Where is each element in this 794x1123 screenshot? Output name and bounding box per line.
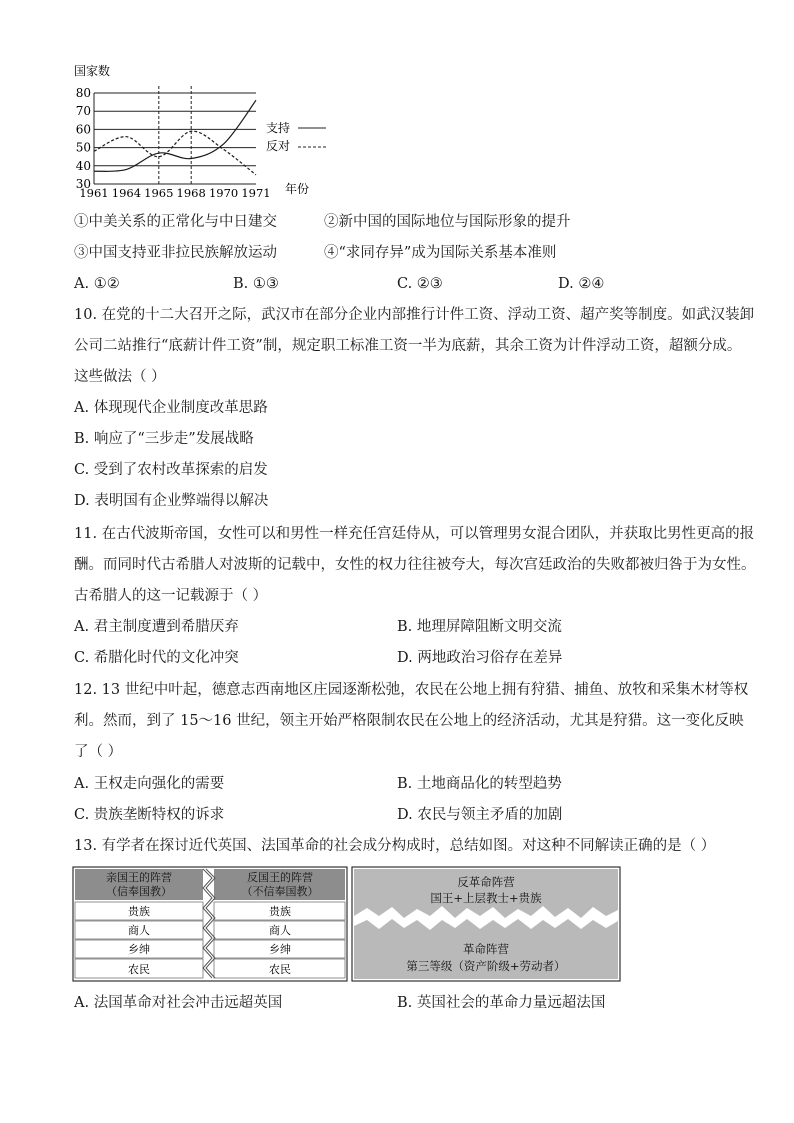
chart-legend <box>266 120 326 153</box>
q11-option-d[interactable]: D. 两地政治习俗存在差异 <box>397 650 563 666</box>
chart-vertical-reference-lines <box>159 86 191 184</box>
left-row-merchants: 商人 <box>128 924 150 937</box>
chart-x-axis-label: 年份 <box>285 182 310 196</box>
right-row-gentry: 乡绅 <box>269 943 291 956</box>
q11-option-b[interactable]: B. 地理屏障阻断文明交流 <box>397 619 562 635</box>
q9-item-3: ③中国支持亚非拉民族解放运动 <box>74 245 277 261</box>
q10-stem-line-3: 这些做法（ ） <box>74 369 166 385</box>
q13-england-figure <box>72 866 348 982</box>
chart-y-axis-label: 国家数 <box>74 64 111 78</box>
q13-option-b[interactable]: B. 英国社会的革命力量远超法国 <box>397 995 606 1011</box>
x-tick-label: 1961 <box>79 186 109 200</box>
x-tick-label: 1964 <box>111 186 142 200</box>
x-tick-label: 1970 <box>208 186 239 200</box>
y-tick-label: 70 <box>75 104 91 119</box>
q9-option-d[interactable]: D. ②④ <box>558 276 605 292</box>
q10-option-d[interactable]: D. 表明国有企业弊端得以解决 <box>74 493 269 509</box>
q12-stem-line-3: 了（ ） <box>74 744 123 760</box>
right-row-peasants: 农民 <box>269 963 291 976</box>
left-header-line-2: （信奉国教） <box>106 885 172 898</box>
q10-stem-line-2: 公司二站推行“底薪计件工资”制，规定职工标准工资一半为底薪，其余工资为计件浮动工资，超额分成。 <box>74 338 742 354</box>
chart-x-ticks <box>79 186 270 200</box>
y-tick-label: 30 <box>75 177 91 191</box>
q13-stem-line-1: 13. 有学者在探讨近代英国、法国革命的社会成分构成时，总结如图。对这种不同解读正确的是（ ） <box>74 838 716 854</box>
y-tick-label: 40 <box>75 158 91 173</box>
q9-line-chart <box>60 56 350 206</box>
q11-stem-line-3: 古希腊人的这一记载源于（ ） <box>74 588 268 604</box>
right-row-merchants: 商人 <box>269 924 291 937</box>
left-header-line-1: 亲国王的阵营 <box>106 871 172 884</box>
counter-revolution-title: 反革命阵营 <box>457 875 515 889</box>
y-tick-label: 60 <box>75 122 91 137</box>
q13-france-figure <box>351 866 621 982</box>
q9-item-1: ①中美关系的正常化与中日建交 <box>74 214 277 230</box>
revolution-title: 革命阵营 <box>463 942 509 956</box>
q12-option-b[interactable]: B. 土地商品化的转型趋势 <box>397 776 562 792</box>
q12-stem-line-2: 利。然而，到了 15～16 世纪，领主开始严格限制农民在公地上的经济活动，尤其是狩猎。这一变化反映 <box>74 713 744 729</box>
q9-item-2: ②新中国的国际地位与国际形象的提升 <box>324 214 571 230</box>
q11-option-c[interactable]: C. 希腊化时代的文化冲突 <box>74 650 239 666</box>
q10-option-a[interactable]: A. 体现现代企业制度改革思路 <box>74 400 268 416</box>
q11-option-a[interactable]: A. 君主制度遭到希腊厌弃 <box>74 619 239 635</box>
y-tick-label: 50 <box>75 140 91 155</box>
counter-revolution-members: 国王+上层教士+贵族 <box>430 891 542 905</box>
series-line-oppose <box>94 131 256 175</box>
x-tick-label: 1968 <box>176 186 206 200</box>
q10-option-c[interactable]: C. 受到了农村改革探索的启发 <box>74 462 268 478</box>
q12-stem-line-1: 12. 13 世纪中叶起，德意志西南地区庄园逐渐松弛，农民在公地上拥有狩猎、捕鱼、放牧和采集木材等权 <box>74 682 749 698</box>
left-row-peasants: 农民 <box>128 963 150 976</box>
right-header-line-2: （不信奉国教） <box>241 885 319 898</box>
right-row-nobility: 贵族 <box>269 905 291 918</box>
q9-option-a[interactable]: A. ①② <box>74 276 120 292</box>
x-tick-label: 1965 <box>144 186 174 200</box>
q13-option-a[interactable]: A. 法国革命对社会冲击远超英国 <box>74 995 283 1011</box>
q11-stem-line-2: 酬。而同时代古希腊人对波斯的记载中，女性的权力往往被夸大，每次宫廷政治的失败都被归咎于为女性。 <box>74 557 756 573</box>
q10-option-b[interactable]: B. 响应了“三步走”发展战略 <box>74 431 254 447</box>
q9-option-c[interactable]: C. ②③ <box>397 276 443 292</box>
legend-label-oppose: 反对 <box>266 139 291 153</box>
x-tick-label: 1971 <box>241 186 271 200</box>
q12-option-c[interactable]: C. 贵族垄断特权的诉求 <box>74 807 225 823</box>
chart-y-ticks <box>76 86 91 191</box>
q10-stem-line-1: 10. 在党的十二大召开之际，武汉市在部分企业内部推行计件工资、浮动工资、超产奖等制度。如武汉装卸 <box>74 307 755 323</box>
q9-item-4: ④“求同存异”成为国际关系基本准则 <box>324 245 557 261</box>
q11-stem-line-1: 11. 在古代波斯帝国，女性可以和男性一样充任宫廷侍从，可以管理男女混合团队，并获取比男性更高的报 <box>74 526 755 542</box>
y-tick-label: 80 <box>75 86 91 100</box>
legend-label-support: 支持 <box>266 121 291 135</box>
left-row-gentry: 乡绅 <box>128 943 150 956</box>
right-header-line-1: 反国王的阵营 <box>247 871 313 884</box>
left-row-nobility: 贵族 <box>128 905 150 918</box>
revolution-members: 第三等级（资产阶级+劳动者） <box>406 959 566 973</box>
q12-option-a[interactable]: A. 王权走向强化的需要 <box>74 776 225 792</box>
q9-option-b[interactable]: B. ①③ <box>233 276 279 292</box>
q12-option-d[interactable]: D. 农民与领主矛盾的加剧 <box>397 807 563 823</box>
